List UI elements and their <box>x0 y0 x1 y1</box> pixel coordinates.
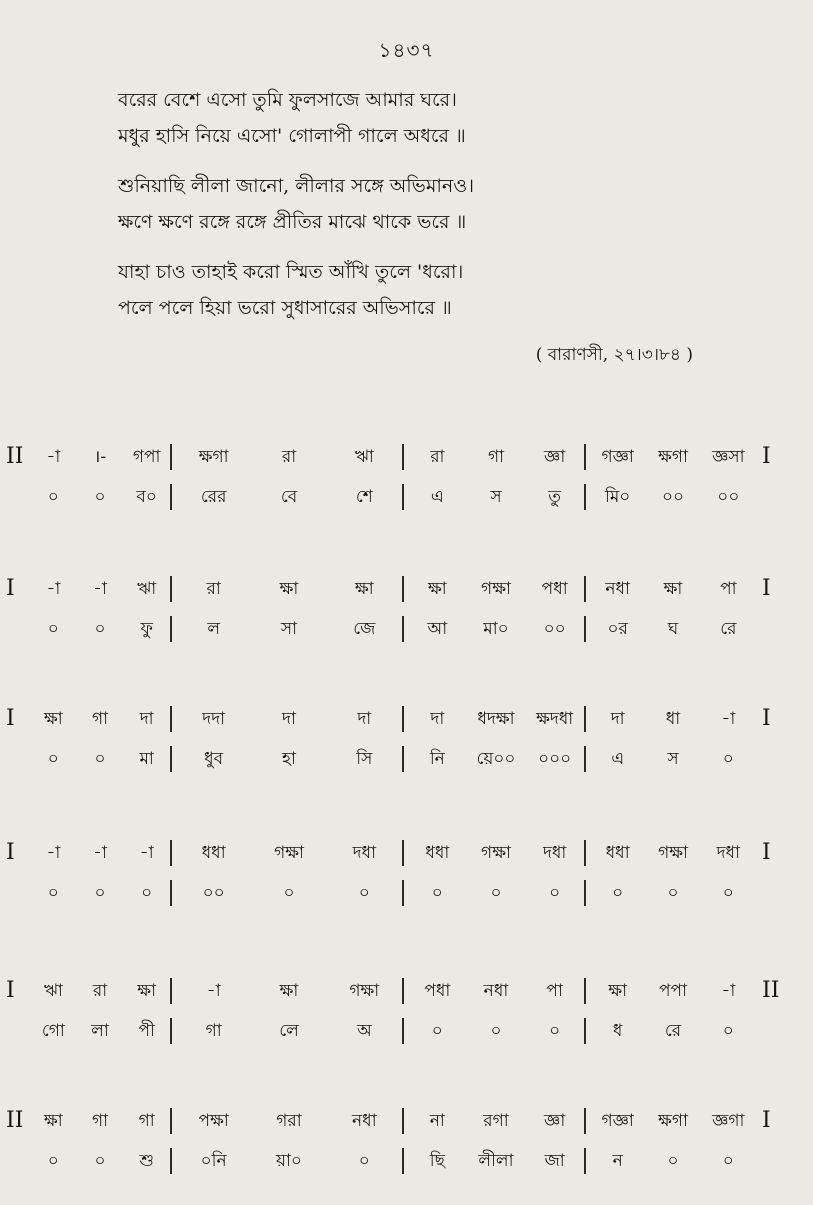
measure-divider <box>170 706 172 732</box>
syllable: ০ <box>431 883 443 903</box>
end-bar-sign: II <box>762 978 780 1003</box>
measure-divider <box>584 616 586 642</box>
swara-note: পধা <box>424 981 451 1001</box>
lyric-line: ক্ষণে ক্ষণে রঙ্গে রঙ্গে প্রীতির মাঝে থাকে ভরে ॥ <box>118 211 467 233</box>
lyric-syllable-row <box>4 1144 804 1178</box>
swara-note: না <box>429 1111 445 1131</box>
syllable: য়ে০০ <box>476 749 516 769</box>
syllable: ০র <box>607 619 628 639</box>
swara-note: -া <box>721 981 736 1001</box>
syllable: জা <box>544 1151 565 1171</box>
swara-note: জ্ঞগা <box>712 1111 745 1131</box>
syllable: ০ <box>47 1151 59 1171</box>
swara-note: ধধা <box>425 843 450 863</box>
swara-note: গা <box>138 1111 155 1131</box>
syllable: ০ <box>612 883 624 903</box>
start-bar-sign: I <box>6 978 15 1003</box>
measure-divider <box>402 706 404 732</box>
swara-note: ক্ষা <box>279 579 299 599</box>
swara-note: -া <box>92 579 107 599</box>
syllable: রের <box>200 487 227 507</box>
syllable: ০০ <box>202 883 225 903</box>
swara-note: রা <box>92 981 108 1001</box>
lyric-syllable-row <box>4 876 804 910</box>
syllable: ধুব <box>204 749 224 769</box>
swara-row <box>4 572 804 606</box>
syllable: তু <box>548 487 562 507</box>
lyric-line: বরের বেশে এসো তুমি ফুলসাজে আমার ঘরে। <box>118 89 457 111</box>
notation-block <box>4 974 804 1064</box>
measure-divider <box>170 444 172 470</box>
swara-note: ক্ষা <box>137 981 156 1001</box>
measure-divider <box>402 978 404 1004</box>
lyric-line: মধুর হাসি নিয়ে এসো' গোলাপী গালে অধরে ॥ <box>118 125 466 147</box>
swara-note: জ্ঞা <box>544 447 566 467</box>
swara-note: পপা <box>658 981 687 1001</box>
end-bar-sign: I <box>762 1108 771 1133</box>
syllable: জে <box>353 619 376 639</box>
syllable: নি <box>429 749 445 769</box>
measure-divider <box>402 616 404 642</box>
swara-note: দধা <box>352 843 377 863</box>
measure-divider <box>584 880 586 906</box>
syllable: ০ <box>667 1151 679 1171</box>
syllable: বে <box>280 487 298 507</box>
measure-divider <box>170 746 172 772</box>
swara-note: গরা <box>276 1111 302 1131</box>
stanza-3 <box>118 254 758 326</box>
swara-note: নধা <box>352 1111 377 1131</box>
measure-divider <box>402 1018 404 1044</box>
measure-divider <box>170 1018 172 1044</box>
syllable: ০ <box>358 883 370 903</box>
swara-note: ক্ষা <box>43 709 63 729</box>
swara-note: -া <box>46 579 61 599</box>
notation-block <box>4 836 804 926</box>
page-number: ১৪৩৭ <box>378 38 435 62</box>
syllable: ০ <box>47 749 59 769</box>
swara-note: ক্ষা <box>279 981 299 1001</box>
swara-note: গপা <box>132 447 161 467</box>
measure-divider <box>402 444 404 470</box>
lyric-line: যাহা চাও তাহাই করো স্মিত আঁখি তুলে 'ধরো। <box>118 261 464 283</box>
swara-note: ক্ষা <box>354 579 374 599</box>
start-bar-sign: I <box>6 840 15 865</box>
measure-divider <box>402 576 404 602</box>
notation-block <box>4 440 804 530</box>
syllable: গা <box>205 1021 222 1041</box>
swara-note: রা <box>206 579 221 599</box>
measure-divider <box>402 840 404 866</box>
swara-note: ঋা <box>354 447 374 467</box>
measure-divider <box>584 1108 586 1134</box>
measure-divider <box>584 706 586 732</box>
syllable: ল <box>207 619 220 639</box>
stanza-2 <box>118 168 758 240</box>
syllable: ০নি <box>200 1151 227 1171</box>
syllable: শু <box>139 1151 154 1171</box>
syllable: ঘ <box>667 619 679 639</box>
swara-note: গক্ষা <box>349 981 380 1001</box>
syllable: ০ <box>94 749 106 769</box>
syllable: ০ <box>549 883 561 903</box>
swara-note: -া <box>92 843 107 863</box>
swara-note: দদা <box>202 709 226 729</box>
syllable: ধ <box>612 1021 623 1041</box>
swara-row <box>4 1104 804 1138</box>
measure-divider <box>402 1148 404 1174</box>
syllable: মা০ <box>483 619 509 639</box>
syllable: ০ <box>141 883 153 903</box>
lyric-syllable-row <box>4 612 804 646</box>
syllable: ০ <box>431 1021 443 1041</box>
swara-note: দা <box>282 709 296 729</box>
notation-block <box>4 1104 804 1194</box>
swara-note: ঋা <box>137 579 157 599</box>
syllable: ০ <box>722 883 734 903</box>
syllable: এ <box>611 749 625 769</box>
measure-divider <box>584 978 586 1004</box>
swara-note: -া <box>721 709 736 729</box>
syllable: শে <box>355 487 373 507</box>
syllable: মি০ <box>604 487 631 507</box>
notation-block <box>4 572 804 662</box>
syllable: ০ <box>94 619 106 639</box>
swara-note: ক্ষা <box>608 981 628 1001</box>
syllable: ফু <box>140 619 153 639</box>
syllable: গো <box>41 1021 65 1041</box>
syllable: ০ <box>490 1021 502 1041</box>
measure-divider <box>584 576 586 602</box>
syllable: ০ <box>47 883 59 903</box>
swara-note: দা <box>430 709 445 729</box>
syllable: ০ <box>94 1151 106 1171</box>
notation-block <box>4 702 804 792</box>
measure-divider <box>170 616 172 642</box>
lyric-line: পলে পলে হিয়া ভরো সুধাসারের অভিসারে ॥ <box>118 297 452 319</box>
measure-divider <box>170 880 172 906</box>
swara-note: গজ্ঞা <box>601 1111 634 1131</box>
lyric-syllable-row <box>4 1014 804 1048</box>
syllable: ০ <box>283 883 295 903</box>
swara-note: গা <box>91 1111 109 1131</box>
swara-row <box>4 702 804 736</box>
end-bar-sign: I <box>762 444 771 469</box>
syllable: লা <box>91 1021 109 1041</box>
swara-note: নধা <box>605 579 630 599</box>
lyric-syllable-row <box>4 742 804 776</box>
swara-note: গক্ষা <box>481 843 511 863</box>
measure-divider <box>402 484 404 510</box>
swara-note: দা <box>139 709 154 729</box>
syllable: ব০ <box>136 487 157 507</box>
syllable: ০০ <box>717 487 740 507</box>
syllable: ছি <box>429 1151 445 1171</box>
syllable: হা <box>282 749 296 769</box>
swara-note: দা <box>357 709 372 729</box>
swara-note: রগা <box>483 1111 509 1131</box>
swara-note: ক্ষা <box>427 579 447 599</box>
swara-note: গা <box>487 447 505 467</box>
syllable: মা <box>139 749 154 769</box>
swara-note: ধধা <box>201 843 226 863</box>
syllable: সা <box>280 619 298 639</box>
swara-note: ধদক্ষা <box>477 709 515 729</box>
swara-note: -া <box>139 843 154 863</box>
measure-divider <box>584 746 586 772</box>
lyric-syllable-row <box>4 480 804 514</box>
measure-divider <box>402 1108 404 1134</box>
swara-note: -া <box>206 981 221 1001</box>
swara-row <box>4 440 804 474</box>
start-bar-sign: II <box>6 444 24 469</box>
start-bar-sign: I <box>6 706 15 731</box>
swara-note: পা <box>720 579 737 599</box>
start-bar-sign: I <box>6 576 15 601</box>
swara-note: ক্ষা <box>663 579 683 599</box>
stanza-1 <box>118 82 758 154</box>
measure-divider <box>402 880 404 906</box>
syllable: ০ <box>94 487 106 507</box>
measure-divider <box>584 840 586 866</box>
swara-note: গজ্ঞা <box>601 447 634 467</box>
end-bar-sign: I <box>762 840 771 865</box>
syllable: স <box>667 749 679 769</box>
swara-note: -া <box>46 447 61 467</box>
measure-divider <box>170 1148 172 1174</box>
syllable: আ <box>427 619 448 639</box>
measure-divider <box>584 484 586 510</box>
syllable: স <box>490 487 502 507</box>
syllable: ০০ <box>543 619 566 639</box>
syllable: ০ <box>47 487 59 507</box>
measure-divider <box>170 484 172 510</box>
syllable: ০০০ <box>538 749 572 769</box>
swara-note: পক্ষা <box>198 1111 229 1131</box>
swara-note: ।- <box>93 447 107 467</box>
start-bar-sign: II <box>6 1108 24 1133</box>
syllable: অ <box>356 1021 372 1041</box>
swara-note: -া <box>46 843 61 863</box>
swara-note: গক্ষা <box>481 579 511 599</box>
swara-note: ধধা <box>605 843 630 863</box>
swara-note: ধা <box>665 709 681 729</box>
swara-note: পধা <box>541 579 568 599</box>
syllable: ০ <box>667 883 679 903</box>
syllable: লে <box>279 1021 299 1041</box>
end-bar-sign: I <box>762 576 771 601</box>
syllable: রে <box>720 619 737 639</box>
syllable: সি <box>356 749 373 769</box>
syllable: ন <box>612 1151 623 1171</box>
swara-note: গক্ষা <box>658 843 688 863</box>
measure-divider <box>170 978 172 1004</box>
swara-note: জ্ঞসা <box>712 447 745 467</box>
swara-note: নধা <box>483 981 509 1001</box>
syllable: পী <box>138 1021 155 1041</box>
lyric-line: শুনিয়াছি লীলা জানো, লীলার সঙ্গে অভিমানও। <box>118 175 474 197</box>
syllable: ০ <box>722 1021 734 1041</box>
swara-note: ক্ষগা <box>658 447 688 467</box>
measure-divider <box>584 1018 586 1044</box>
composition-place-date: ( বারাণসী, ২৭।৩।৮৪ ) <box>535 345 693 365</box>
swara-note: রা <box>281 447 297 467</box>
syllable: লীলা <box>478 1151 514 1171</box>
syllable: ০ <box>722 1151 734 1171</box>
swara-note: গা <box>91 709 109 729</box>
measure-divider <box>402 746 404 772</box>
measure-divider <box>170 576 172 602</box>
syllable: ০ <box>490 883 502 903</box>
syllable: ০ <box>94 883 106 903</box>
syllable: ০০ <box>661 487 685 507</box>
end-bar-sign: I <box>762 706 771 731</box>
swara-note: ক্ষদধা <box>536 709 574 729</box>
measure-divider <box>170 1108 172 1134</box>
swara-row <box>4 836 804 870</box>
swara-note: দধা <box>542 843 567 863</box>
syllable: ০ <box>549 1021 561 1041</box>
swara-note: ঋা <box>43 981 63 1001</box>
swara-note: দা <box>610 709 625 729</box>
swara-note: ক্ষা <box>43 1111 63 1131</box>
swara-note: রা <box>430 447 445 467</box>
song-lyrics <box>118 82 758 340</box>
syllable: রে <box>664 1021 682 1041</box>
syllable: য়া০ <box>275 1151 302 1171</box>
swara-note: ক্ষগা <box>658 1111 688 1131</box>
swara-row <box>4 974 804 1008</box>
swara-note: ক্ষগা <box>198 447 229 467</box>
swara-note: জ্ঞা <box>544 1111 566 1131</box>
syllable: ০ <box>722 749 734 769</box>
swara-note: পা <box>546 981 563 1001</box>
measure-divider <box>584 444 586 470</box>
swara-note: দধা <box>716 843 741 863</box>
syllable: ০ <box>47 619 59 639</box>
syllable: এ <box>430 487 444 507</box>
measure-divider <box>170 840 172 866</box>
swara-note: গক্ষা <box>274 843 304 863</box>
syllable: ০ <box>358 1151 370 1171</box>
measure-divider <box>584 1148 586 1174</box>
